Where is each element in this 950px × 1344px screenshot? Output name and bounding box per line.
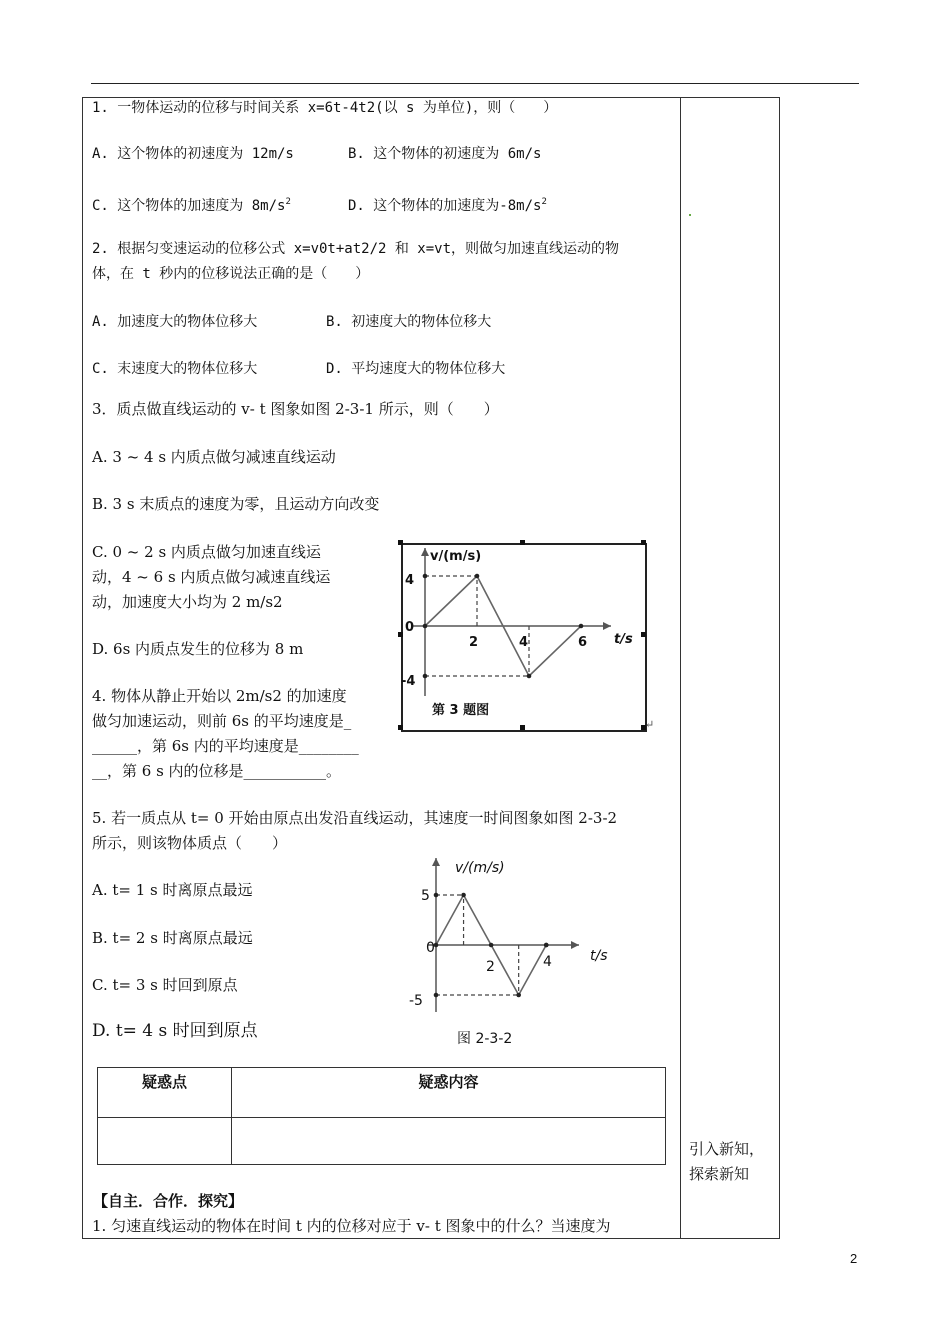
doubts-table [97, 1067, 666, 1165]
doubts-header-point: 疑惑点 [98, 1068, 232, 1118]
q2-option-c: C. 末速度大的物体位移大 [92, 361, 258, 377]
data-point [423, 624, 428, 629]
x-axis-arrow [603, 622, 611, 630]
q3-option-c-line3: 动，加速度大小均为 2 m/s2 [92, 593, 283, 611]
fig1-ytick-neg4: -4 [401, 674, 416, 689]
fig1-caption: 第 3 题图 [432, 703, 490, 718]
q5-option-c: C. t= 3 s 时回到原点 [92, 976, 238, 994]
return-mark-icon: ↵ [645, 718, 655, 731]
fig2-ytick-neg5: -5 [409, 993, 423, 1009]
q1-option-b: B. 这个物体的初速度为 6m/s [348, 146, 542, 162]
q2-stem-line1: 2. 根据匀变速运动的位移公式 x=v0t+at2/2 和 x=vt，则做匀加速直线运动的物 [92, 241, 620, 257]
q4-line3: ______，第 6s 内的平均速度是________ [92, 737, 359, 755]
x-axis-arrow [571, 941, 579, 949]
q1-stem: 1. 一物体运动的位移与时间关系 x=6t-4t2(以 s 为单位)，则（ ） [92, 100, 558, 116]
q3-option-b: B. 3 s 末质点的速度为零，且运动方向改变 [92, 495, 380, 513]
q2-option-d: D. 平均速度大的物体位移大 [326, 361, 506, 377]
y-axis-arrow [432, 858, 440, 866]
fig1-xlabel: t/s [614, 632, 633, 647]
q5-option-a: A. t= 1 s 时离原点最远 [92, 881, 253, 899]
doubts-cell-point[interactable] [98, 1118, 232, 1165]
q1-option-c: C. 这个物体的加速度为 $8m/s^2$ [92, 197, 291, 214]
q3-option-a: A. 3 ~ 4 s 内质点做匀减速直线运动 [92, 448, 336, 466]
data-point [516, 993, 521, 998]
axis-tick-dot [489, 943, 494, 948]
q1-option-a: A. 这个物体的初速度为 12m/s [92, 146, 294, 162]
q4-line4: __，第 6 s 内的位移是___________。 [92, 762, 342, 780]
q4-line1: 4. 物体从静止开始以 2m/s2 的加速度 [92, 687, 347, 705]
q3-stem: 3．质点做直线运动的 v- t 图象如图 2-3-1 所示，则（ ） [92, 400, 499, 418]
fig2-ylabel: v/(m/s) [455, 860, 505, 876]
data-point [579, 624, 584, 629]
fig2-ytick-0: 0 [426, 940, 435, 956]
fig1-xtick-2: 2 [469, 635, 479, 650]
section-heading: 【自主．合作．探究】 [93, 1192, 244, 1210]
q3-option-c-line1: C. 0 ~ 2 s 内质点做匀加速直线运 [92, 543, 321, 561]
fig2-xtick-4: 4 [543, 954, 552, 970]
q5-stem-line2: 所示，则该物体质点（ ） [92, 834, 288, 852]
q4-line2: 做匀加速运动，则前 6s 的平均速度是_ [92, 712, 352, 730]
page-number: 2 [850, 1251, 858, 1266]
axis-tick-dot [423, 674, 428, 679]
q3-option-c-line2: 动，4 ~ 6 s 内质点做匀减速直线运 [92, 568, 331, 586]
fig2-caption: 图 2-3-2 [457, 1031, 513, 1047]
side-note: 引入新知，探索新知 [689, 1140, 765, 1183]
q1-option-d: D. 这个物体的加速度为$-8m/s^2$ [348, 197, 547, 214]
fig1-xtick-4: 4 [519, 635, 529, 650]
q2-stem-line2: 体，在 t 秒内的位移说法正确的是（ ） [92, 266, 370, 282]
fig1-xtick-6: 6 [578, 635, 588, 650]
fig1-ylabel: v/(m/s) [430, 549, 482, 564]
axis-tick-dot [434, 893, 439, 898]
axis-tick-dot [423, 574, 428, 579]
section-question-1: 1. 匀速直线运动的物体在时间 t 内的位移对应于 v- t 图象中的什么？当速度为 [92, 1217, 611, 1235]
fig2-ytick-5: 5 [421, 888, 430, 904]
axis-tick-dot [544, 943, 549, 948]
doubts-cell-content[interactable] [232, 1118, 666, 1165]
data-point [475, 574, 480, 579]
y-axis-arrow [421, 548, 429, 556]
q3-option-d: D. 6s 内质点发生的位移为 8 m [92, 640, 304, 658]
doubts-header-content: 疑惑内容 [232, 1068, 666, 1118]
fig1-ytick-4: 4 [405, 573, 415, 588]
fig2-xlabel: t/s [590, 948, 608, 964]
fig1-ytick-0: 0 [405, 620, 415, 635]
data-point [461, 893, 466, 898]
data-point [527, 674, 532, 679]
q2-option-b: B. 初速度大的物体位移大 [326, 314, 492, 330]
q2-option-a: A. 加速度大的物体位移大 [92, 314, 258, 330]
fig2-xtick-2: 2 [486, 959, 495, 975]
axis-tick-dot [434, 993, 439, 998]
q5-option-b: B. t= 2 s 时离原点最远 [92, 929, 253, 947]
q5-option-d: D. t= 4 s 时回到原点 [92, 1021, 258, 1041]
q5-stem-line1: 5. 若一质点从 t= 0 开始由原点出发沿直线运动，其速度一时间图象如图 2-3-2 [92, 809, 618, 827]
